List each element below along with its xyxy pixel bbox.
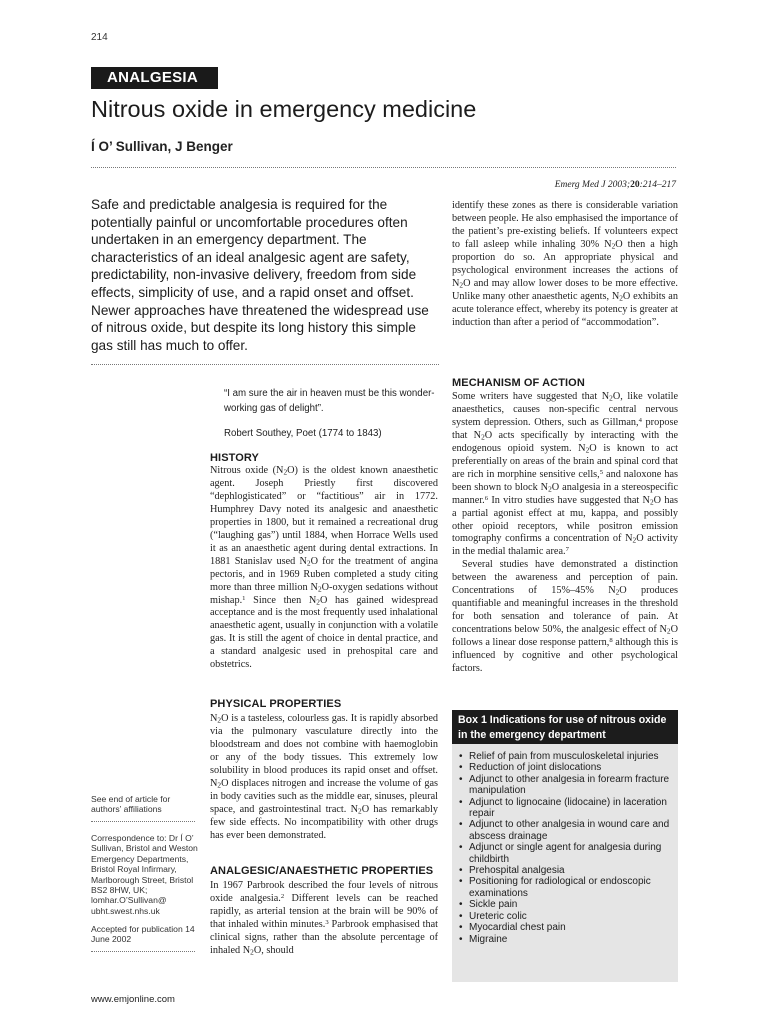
bullet-icon: • xyxy=(459,899,463,911)
bullet-icon: • xyxy=(459,762,463,774)
indication-text: Migraine xyxy=(469,933,508,945)
section-heading-physical-properties: PHYSICAL PROPERTIES xyxy=(210,698,342,710)
sidebar-divider xyxy=(91,821,195,822)
bullet-icon: • xyxy=(459,819,463,831)
sidebar-correspondence: Correspondence to: Dr Í O’ Sullivan, Bristol and Weston Emergency Departments, Bristol Royal Infirmary, Marlborough Street, Bristol BS2 8HW, UK; lomhar.O’Sullivan@ ubht.swest.nhs.uk xyxy=(91,833,198,916)
title-divider xyxy=(91,167,676,168)
indication-text: Reduction of joint dislocations xyxy=(469,762,602,774)
sidebar-affiliations-note: See end of article for authors’ affiliations xyxy=(91,794,171,815)
abstract: Safe and predictable analgesia is required for the potentially painful or uncomfortable procedures often undertaken in an emergency department. The characteristics of an ideal analgesic agent are safety, predictability, non-invasive delivery, freedom from side effects, simplicity of use, and a rapid onset and offset. Newer approaches have threatened the widespread use of nitrous oxide, but despite its long history this simple gas still has much to offer. xyxy=(91,197,429,353)
indication-text: Adjunct or single agent for analgesia during childbirth xyxy=(469,842,662,865)
abstract-divider xyxy=(91,364,439,365)
indication-item xyxy=(458,934,672,945)
bullet-icon: • xyxy=(459,922,463,934)
epigraph-author: Robert Southey, Poet (1774 to 1843) xyxy=(224,428,382,439)
indication-item xyxy=(458,762,672,773)
indication-item xyxy=(458,865,672,876)
indication-text: Relief of pain from musculoskeletal injuries xyxy=(469,751,659,762)
bullet-icon: • xyxy=(459,751,463,762)
indication-text: Adjunct to lignocaine (lidocaine) in laceration repair xyxy=(469,796,667,820)
sidebar-divider xyxy=(91,951,195,952)
indication-item xyxy=(458,751,672,762)
indications-box-heading: Box 1 Indications for use of nitrous oxide in the emergency department xyxy=(452,710,678,744)
footer-url: www.emjonline.com xyxy=(91,994,175,1005)
epigraph-quote: “I am sure the air in heaven must be this wonder-working gas of delight”. xyxy=(224,388,435,414)
indication-text: Positioning for radiological or endoscopic examinations xyxy=(469,876,651,899)
bullet-icon: • xyxy=(459,910,463,922)
bullet-icon: • xyxy=(459,842,463,854)
indication-text: Myocardial chest pain xyxy=(469,922,566,934)
bullet-icon: • xyxy=(459,796,463,808)
citation: Emerg Med J 2003;20:214–217 xyxy=(554,180,676,190)
citation-year: 2003 xyxy=(607,180,627,190)
bullet-icon: • xyxy=(459,773,463,785)
indication-text: Sickle pain xyxy=(469,899,518,911)
section-heading-analgesic-properties: ANALGESIC/ANAESTHETIC PROPERTIES xyxy=(210,865,434,877)
indication-text: Adjunct to other analgesia in wound care and abscess drainage xyxy=(469,819,670,842)
indication-item xyxy=(458,797,672,820)
indication-item xyxy=(458,819,672,842)
section-heading-history: HISTORY xyxy=(210,452,259,464)
section-body-analgesic-properties: In 1967 Parbrook described the four levels of nitrous oxide analgesia.$^2$ Different levels can be reached rapidly, as arterial tension at the brain will be 90% of that inhaled within minutes.$^3$ Parbrook emphasised that clinical signs, rather than the absolute percentage of inhaled $N_2O$, should xyxy=(210,880,438,957)
citation-volume: 20 xyxy=(630,180,640,190)
citation-pages: :214–217 xyxy=(639,180,676,190)
citation-journal: Emerg Med J xyxy=(554,180,606,190)
indication-item xyxy=(458,922,672,933)
sidebar-accepted-date: Accepted for publication 14 June 2002 xyxy=(91,924,195,945)
indication-item xyxy=(458,911,672,922)
section-body-continuation: identify these zones as there is considerable variation between people. He also emphasised the importance of the patient’s pre-existing beliefs. If volunteers expect to fall asleep while inhaling 30% $N_2O$ then a high proportion do so. An appropriate physical and psychological environment increases the actions of $N_2O$ and may allow lower doses to be more effective. Unlike many other anaesthetic agents, $N_2O$ exhibits an acute tolerance effect, whereby its potency is greater at induction than after a period of “accommodation”. xyxy=(452,200,678,328)
indications-list xyxy=(458,751,672,945)
indication-item xyxy=(458,774,672,797)
section-body-history: Nitrous oxide $(N_2O)$ is the oldest known anaesthetic agent. Joseph Priestly first discovered “dephlogisticated” or “factitious” air in 1772. Humphrey Davy noted its analgesic and anaesthetic properties in 1800, but it remained a recreational drug (“laughing gas”) until 1884, when Horrace Wells used it as an anaesthetic agent during dental extractions. In 1881 Stanislav used $N_2O$ for the treatment of angina pectoris, and in 1969 Ruben completed a study citing more than three million $N_2O$-oxygen sedations without mishap.$^1$ Since then $N_2O$ has gained widespread acceptance and is the most frequently used inhalational anaesthetic agent, usually in conjunction with a volatile gas. It is still the agent of choice in dental practice, and a standard analgesic used in prehospital care and obstetrics. xyxy=(210,465,438,671)
section-body-mechanism: Some writers have suggested that $N_2O$, like volatile anaesthetics, causes non-specific central nervous system depression. Others, such as Gillman,$^4$ propose that $N_2O$ acts specifically by interacting with the endogenous opioid system. $N_2O$ is known to act preferentially on areas of the brain and spinal cord that are rich in morphine sensitive cells,$^5$ and naloxone has been shown to block $N_2O$ analgesia in a stereospecific manner.$^6$ In vitro studies have suggested that $N_2O$ has a partial agonist effect at mu, kappa, and possibly other opioid receptors, while positron emission tomography confirms a concentration of $N_2O$ activity in the medial thalamic area.$^7$ Several studies have demonstrated a distinction between the awareness and perception of pain. Concentrations of 15%–45% $N_2O$ produces quantifiable and meaningful increases in the threshold for both sensation and tolerance of pain. At concentrations below 50%, the analgesic effect of $N_2O$ follows a linear dose response pattern,$^8$ although this is influenced by cognitive and other psychological factors. xyxy=(452,391,679,675)
article-title: Nitrous oxide in emergency medicine xyxy=(91,96,477,122)
indication-text: Prehospital analgesia xyxy=(469,865,565,877)
section-heading-mechanism: MECHANISM OF ACTION xyxy=(452,377,585,389)
indication-item xyxy=(458,876,672,899)
bullet-icon: • xyxy=(459,876,463,888)
bullet-icon: • xyxy=(459,933,463,945)
indications-box xyxy=(452,710,678,982)
indication-item xyxy=(458,899,672,910)
indication-text: Adjunct to other analgesia in forearm fracture manipulation xyxy=(469,773,670,797)
authors: Í O’ Sullivan, J Benger xyxy=(91,139,233,154)
bullet-icon: • xyxy=(459,865,463,877)
section-body-physical-properties: $N_2O$ is a tasteless, colourless gas. It is rapidly absorbed via the pulmonary vasculature directly into the bloodstream and does not combine with haemoglobin or any of the body tissues. This extremely low solubility in blood produces its rapid onset and offset. $N_2O$ displaces nitrogen and increase the volume of gas in body cavities such as the middle ear, sinuses, pleural space, and gastrointestinal tract. $N_2O$ has remarkably few side effects. No incompatibility with other drugs has ever been demonstrated. xyxy=(210,713,438,841)
section-tag: ANALGESIA xyxy=(91,67,218,89)
indication-text: Ureteric colic xyxy=(469,910,527,922)
indication-item xyxy=(458,842,672,865)
page-number: 214 xyxy=(91,32,108,43)
